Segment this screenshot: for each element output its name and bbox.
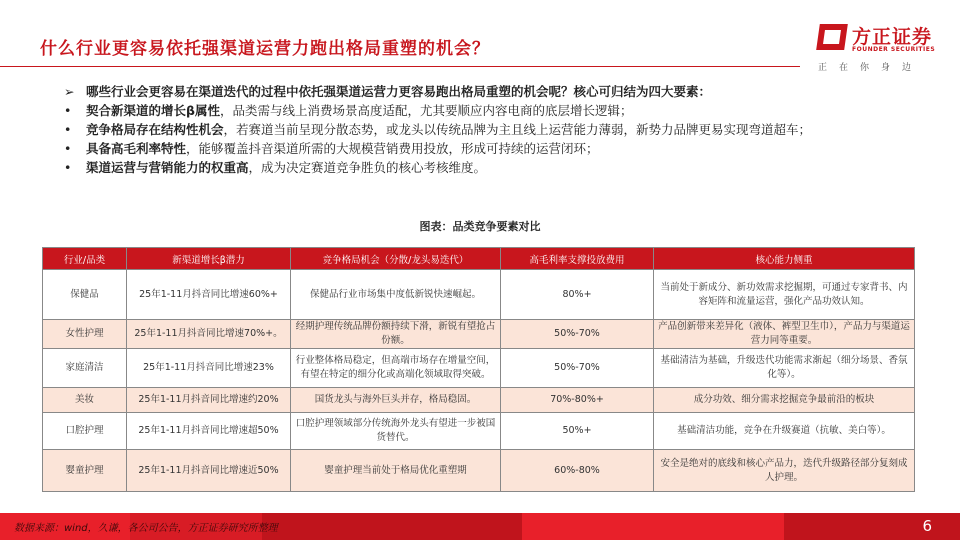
table-cell: 口腔护理领域部分传统海外龙头有望进一步被国货替代。 — [291, 413, 501, 450]
table-row — [43, 450, 915, 492]
table-row — [43, 270, 915, 320]
bullet-item — [64, 101, 914, 120]
col-header: 核心能力侧重 — [654, 248, 915, 270]
table-cell: 经期护理传统品牌份额持续下滑，新锐有望抢占份额。 — [291, 320, 501, 349]
bullet-dot-icon: • — [64, 103, 72, 118]
bullet-bold: 契合新渠道的增长β属性 — [86, 103, 220, 118]
table-cell: 婴童护理当前处于格局优化重塑期 — [291, 450, 501, 492]
intro-text: 哪些行业会更容易在渠道迭代的过程中依托强渠道运营力更容易跑出格局重塑的机会呢？核心可归结为四大要素： — [86, 84, 712, 99]
bullet-dot-icon: • — [64, 160, 72, 175]
bullet-dot-icon: • — [64, 141, 72, 156]
table-cell: 60%-80% — [501, 450, 654, 492]
col-header: 高毛利率支撑投放费用 — [501, 248, 654, 270]
table-cell: 产品创新带来差异化（液体、裤型卫生巾），产品力与渠道运营力同等重要。 — [654, 320, 915, 349]
bullet-item — [64, 158, 914, 177]
bullet-text: ，能够覆盖抖音渠道所需的大规模营销费用投放，形成可持续的运营闭环； — [186, 141, 599, 156]
table-caption: 图表：品类竞争要素对比 — [419, 220, 541, 233]
col-header: 新渠道增长β潜力 — [127, 248, 291, 270]
table-cell: 50%-70% — [501, 349, 654, 388]
data-source: 数据来源：wind，久谦，各公司公告，方正证券研究所整理 — [14, 523, 278, 534]
table-row — [43, 349, 915, 388]
intro-point — [64, 82, 914, 101]
table-cell: 25年1-11月抖音同比增速约20% — [127, 388, 291, 413]
table-cell: 25年1-11月抖音同比增速23% — [127, 349, 291, 388]
table-cell: 70%-80%+ — [501, 388, 654, 413]
table-cell: 基础清洁为基础，升级迭代功能需求渐起（细分场景、香氛化等）。 — [654, 349, 915, 388]
table-cell: 25年1-11月抖音同比增速超50% — [127, 413, 291, 450]
table-cell: 家庭清洁 — [43, 349, 127, 388]
title-divider — [0, 66, 800, 67]
table-cell: 基础清洁功能，竞争在升级赛道（抗敏、美白等）。 — [654, 413, 915, 450]
table-cell: 安全是绝对的底线和核心产品力，迭代升级路径部分复刻成人护理。 — [654, 450, 915, 492]
bullet-text: ，品类需与线上消费场景高度适配，尤其要顺应内容电商的底层增长逻辑； — [219, 103, 633, 118]
logo-cn: 方正证券 — [852, 26, 933, 48]
table-header-row — [43, 248, 915, 270]
key-points — [64, 82, 914, 177]
table-cell: 80%+ — [501, 270, 654, 320]
table-cell: 保健品行业市场集中度低新锐快速崛起。 — [291, 270, 501, 320]
comparison-table — [42, 247, 915, 492]
table-cell: 女性护理 — [43, 320, 127, 349]
table-cell: 美妆 — [43, 388, 127, 413]
bullet-bold: 竞争格局存在结构性机会 — [86, 122, 224, 137]
bullet-dot-icon: • — [64, 122, 72, 137]
col-header: 竞争格局机会（分散/龙头易迭代） — [291, 248, 501, 270]
company-logo — [818, 22, 948, 72]
logo-mark-icon — [816, 24, 848, 50]
bullet-item — [64, 120, 914, 139]
table-cell: 成分功效、细分需求挖掘竞争最前沿的板块 — [654, 388, 915, 413]
logo-slogan: 正在你身边 — [818, 63, 924, 73]
table-row — [43, 320, 915, 349]
logo-en: FOUNDER SECURITIES — [852, 46, 936, 53]
table-cell: 国货龙头与海外巨头并存，格局稳固。 — [291, 388, 501, 413]
table-cell: 50%-70% — [501, 320, 654, 349]
col-header: 行业/品类 — [43, 248, 127, 270]
bullet-text: ，若赛道当前呈现分散态势，或龙头以传统品牌为主且线上运营能力薄弱，新势力品牌更易实现弯道超车； — [223, 122, 812, 137]
bullet-bold: 渠道运营与营销能力的权重高 — [86, 160, 249, 175]
bullet-text: ，成为决定赛道竞争胜负的核心考核维度。 — [248, 160, 487, 175]
table-cell: 保健品 — [43, 270, 127, 320]
table-cell: 口腔护理 — [43, 413, 127, 450]
table-cell: 25年1-11月抖音同比增速70%+。 — [127, 320, 291, 349]
slide-title: 什么行业更容易依托强渠道运营力跑出格局重塑的机会？ — [40, 39, 490, 59]
page-number: 6 — [922, 517, 932, 535]
table-cell: 50%+ — [501, 413, 654, 450]
table-row — [43, 413, 915, 450]
table-cell: 婴童护理 — [43, 450, 127, 492]
bullet-item — [64, 139, 914, 158]
table-cell: 当前处于新成分、新功效需求挖掘期，可通过专家背书、内容矩阵和流量运营，强化产品功效认知。 — [654, 270, 915, 320]
table-cell: 25年1-11月抖音同比增速60%+ — [127, 270, 291, 320]
table-row — [43, 388, 915, 413]
bullet-bold: 具备高毛利率特性 — [86, 141, 187, 156]
table-cell: 25年1-11月抖音同比增速近50% — [127, 450, 291, 492]
arrow-bullet-icon: ➢ — [64, 84, 75, 99]
table-cell: 行业整体格局稳定，但高端市场存在增量空间，有望在特定的细分化或高端化领域取得突破。 — [291, 349, 501, 388]
